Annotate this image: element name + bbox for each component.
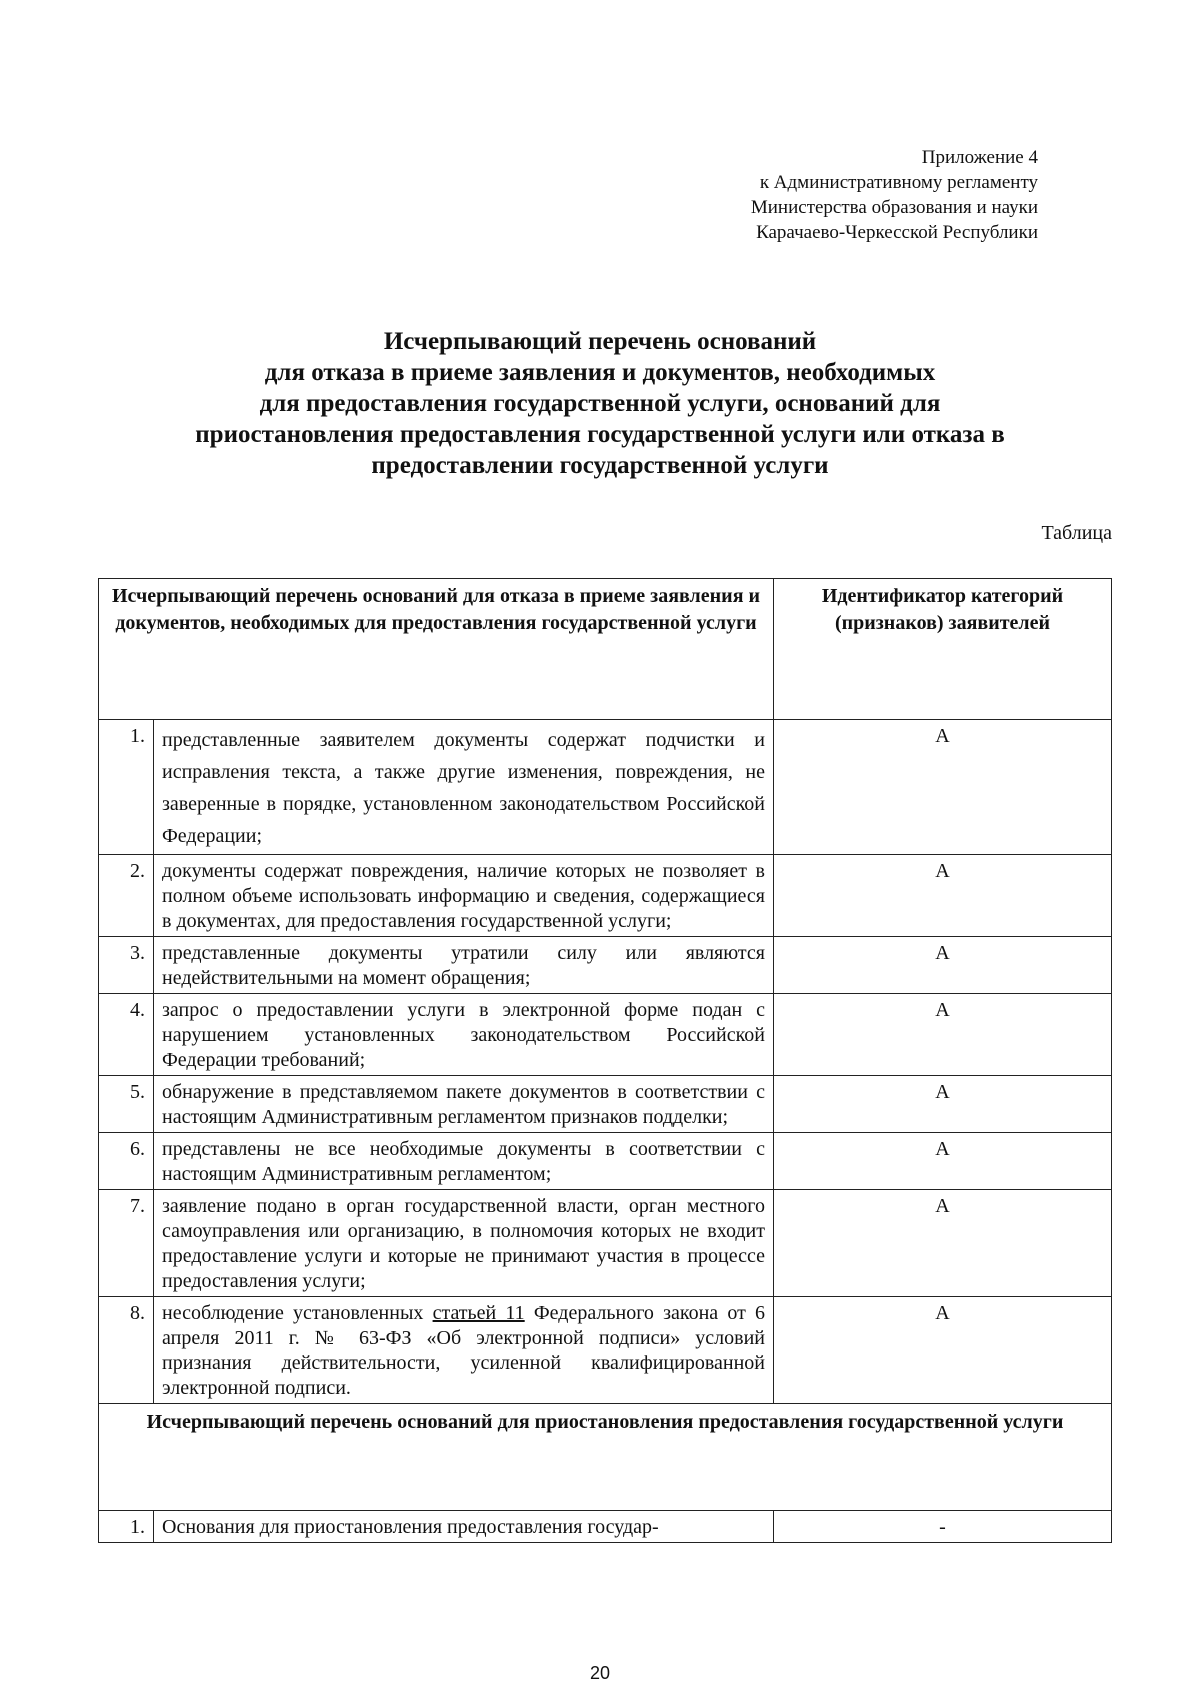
row-text (154, 1297, 774, 1404)
document-title (150, 326, 1050, 481)
row-code: А (774, 1133, 1112, 1190)
row-text: представленные заявителем документы содержат подчистки и исправления текста, а также другие изменения, повреждения, не заверенные в порядке, установленном законодательством Российской Федерации; (154, 720, 774, 855)
table-caption: Таблица (1041, 522, 1112, 544)
row-code: А (774, 994, 1112, 1076)
row-number: 1. (99, 720, 154, 855)
row-text: запрос о предоставлении услуги в электронной форме подан с нарушением установленных законодательством Российской Федерации требований; (154, 994, 774, 1076)
appendix-line: Приложение 4 (921, 147, 1038, 168)
table-row (99, 855, 1112, 937)
row-text: документы содержат повреждения, наличие которых не позволяет в полном объеме использовать информацию и сведения, содержащиеся в документах, для предоставления государственной услуги; (154, 855, 774, 937)
row-code: А (774, 720, 1112, 855)
table-row (99, 937, 1112, 994)
table-row (99, 1511, 1112, 1543)
page-number: 20 (589, 1663, 611, 1683)
row-number: 6. (99, 1133, 154, 1190)
row-number: 8. (99, 1297, 154, 1404)
appendix-line: Карачаево-Черкесской Республики (756, 222, 1038, 243)
title-line: для предоставления государственной услуги, оснований для (259, 390, 941, 417)
row-text: представленные документы утратили силу или являются недействительными на момент обращения; (154, 937, 774, 994)
header-identifier: Идентификатор категорий (признаков) заявителей (774, 579, 1112, 720)
row-number: 7. (99, 1190, 154, 1297)
header-grounds: Исчерпывающий перечень оснований для отказа в приеме заявления и документов, необходимых для предоставления государственной услуги (99, 579, 774, 720)
table-row (99, 1190, 1112, 1297)
appendix-block (751, 145, 1038, 245)
row-code: А (774, 937, 1112, 994)
row-text: обнаружение в представляемом пакете документов в соответствии с настоящим Административным регламентом признаков подделки; (154, 1076, 774, 1133)
appendix-line: к Административному регламенту (759, 172, 1038, 193)
table-row (99, 1297, 1112, 1404)
row-code: А (774, 1076, 1112, 1133)
table-row (99, 720, 1112, 855)
row-number: 5. (99, 1076, 154, 1133)
title-line: Исчерпывающий перечень оснований (383, 328, 817, 355)
appendix-line: Министерства образования и науки (750, 197, 1038, 218)
row-code: - (774, 1511, 1112, 1543)
table-row (99, 994, 1112, 1076)
row-code: А (774, 1190, 1112, 1297)
section-header-row (99, 1404, 1112, 1511)
title-line: приостановления предоставления государственной услуги или отказа в (195, 421, 1005, 448)
table-row (99, 1076, 1112, 1133)
table-header-row (99, 579, 1112, 720)
row-number: 2. (99, 855, 154, 937)
row-text: заявление подано в орган государственной власти, орган местного самоуправления или организацию, в полномочия которых не входит предоставление услуги и которые не принимают участия в процессе предоставления услуги; (154, 1190, 774, 1297)
row-text: представлены не все необходимые документы в соответствии с настоящим Административным регламентом; (154, 1133, 774, 1190)
row-code: А (774, 855, 1112, 937)
row-text-after: Федерального закона от 6 апреля 2011 г. № 63-ФЗ «Об электронной подписи» условий признания действительности, усиленной квалифицированной электронной подписи. (162, 1302, 765, 1399)
row-text: Основания для приостановления предоставления государ- (154, 1511, 774, 1543)
title-line: предоставлении государственной услуги (371, 452, 829, 479)
row-number: 4. (99, 994, 154, 1076)
title-line: для отказа в приеме заявления и документов, необходимых (264, 359, 936, 386)
law-article-link[interactable]: статьей 11 (432, 1302, 525, 1324)
section-suspension-header: Исчерпывающий перечень оснований для приостановления предоставления государственной услуги (99, 1404, 1112, 1511)
table-row (99, 1133, 1112, 1190)
grounds-table (98, 578, 1112, 1543)
row-text-before: несоблюдение установленных (162, 1302, 433, 1324)
row-code: А (774, 1297, 1112, 1404)
row-number: 1. (99, 1511, 154, 1543)
row-number: 3. (99, 937, 154, 994)
